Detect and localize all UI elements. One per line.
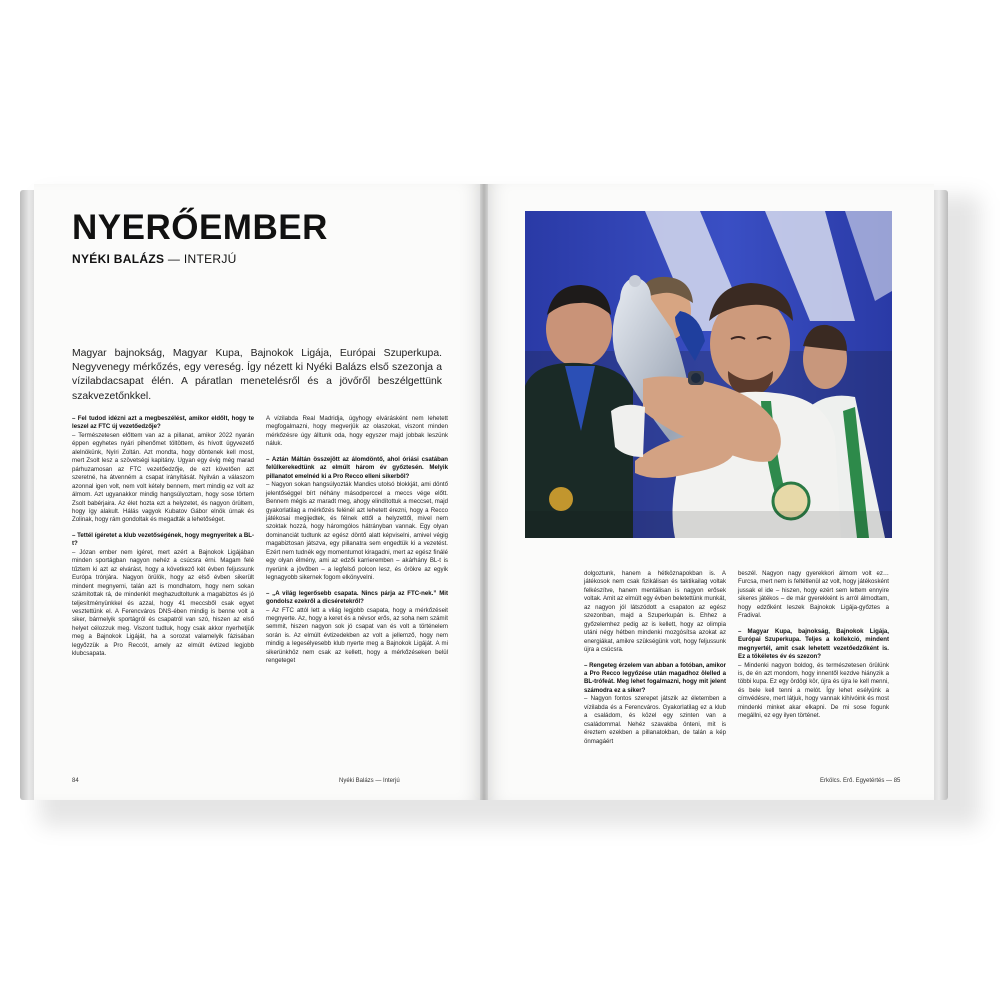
interview-answer: dolgoztunk, hanem a hétköznapokban is. A játékosok nem csak fizikálisan és taktikailag voltak felkészítve, hanem mentálisan is nagyon erősek voltak. Amit az elmúlt egy évben beletettünk munkát, az nagyon jól látszódott a csapaton az egész szezonban, majd a Szuperkupán is. Ehhez a győzelemhez pedig az is kellett, hogy az olimpia utáni négy hétben mindenki mozgósítsa azokat az energiákat, amikre szükségünk volt, hogy feljussunk újra a csúcsra. <box>584 570 726 654</box>
interview-answer: – Az FTC attól lett a világ legjobb csapata, hogy a mérkőzéseit megnyerte. Az, hogy a keret és a névsor erős, az soha nem számít semmit, hiszen nagyon sok jó csapat van és volt a történelem során is. Az elmúlt évtizedekben az volt a jellemző, hogy nem mindig a legesélyesebb klub nyerte meg a Bajnokok Ligáját. A mi sikerünkhöz nem csak az kellett, hogy a mérkőzéseken belül rengeteget <box>266 606 448 665</box>
paragraph-gap <box>266 583 448 590</box>
interview-answer: – Józan ember nem ígéret, mert azért a Bajnokok Ligájában minden sportágban nagyon nehéz a csúcsra érni. Magam felé tűztem ki azt az elvárást, hogy a következő két évben feljussunk Európa trónjára. Nagyon örülök, hogy az első évben sikerült mindent megnyerni, talán azt is mondhatom, hogy nem sokan számítottak rá, de mindenkit meghazudtoltunk a magabiztos és jó teljesítményünkkel és azzal, hogy 41 meccsből csak egyet vesztettünk el. A Ferencváros DNS-ében mindig is benne volt a siker, bármelyik sportágról és csapatról van szó, hiszen az első helyet célozzuk meg. Viszont tudtuk, hogy csak akkor nyerhetjük meg a Bajnokok Ligáját, ha a sorozat valamelyik fázisában legyőzzük a Pro Reccót, amely az elmúlt évtized legjobb klubcsapata. <box>72 548 254 658</box>
paragraph-gap <box>584 655 726 662</box>
paragraph-gap <box>738 621 889 628</box>
interview-question: – Fel tudod idézni azt a megbeszélést, amikor eldőlt, hogy te leszel az FTC új vezetőedzője? <box>72 415 254 431</box>
byline <box>72 252 237 266</box>
interview-question: – Aztán Máltán összejött az álomdöntő, ahol óriási csatában felülkerekedtünk az elmúlt három év győztesén. Melyik pillanatot emelnéd ki a Pro Recco elleni sikerből? <box>266 455 448 480</box>
interview-answer: – Nagyon fontos szerepet játszik az életemben a vízilabda és a Ferencváros. Gyakorlatilag ez a klub a családom, és közel egy szinten van a családommal. Nehéz szavakba önteni, mit is éreztem ezekben a pillanatokban, de talán a kép önmagáért <box>584 695 726 745</box>
trophy-photo <box>525 211 892 538</box>
interview-answer: – Nagyon sokan hangsúlyozták Mandics utolsó blokkját, ami döntő jelentőséggel bírt néhány másodperccel a meccs vége előtt. Bennem mégis az maradt meg, ahogy elindítottuk a meccset, majd gyakorlatilag a mérkőzés felénél azt lehetett érezni, hogy a Recco játékosai megijedtek, és félnek ettől a helyzettől, mivel nem szoktak hozzá, hogy háromgólos hátrányban vannak. Egy olyan dominanciát tudtunk az egész döntő alatt képviselni, amivel végig magabiztosan játszva, egy pillanatra sem engedtük ki a vezetést. Ezért nem tudnék egy momentumot kiragadni, mert az egész finálé egy olyan élmény, ami az edzői karrieremben – akárhány BL-t is nyerünk a jövőben – a legfelső polcon lesz, és örökre az egyik legnagyobb sikernek fogom elkönyvelni. <box>266 481 448 582</box>
interview-question: – „A világ legerősebb csapata. Nincs párja az FTC-nek.” Mit gondolsz ezekről a dicséretekről? <box>266 589 448 606</box>
page-number: 84 <box>72 778 79 784</box>
byline-separator: — <box>164 252 184 266</box>
running-footer: Nyéki Balázs — Interjú <box>339 778 400 784</box>
interview-answer: A vízilabda Real Madridja, úgyhogy elvárásként nem lehetett megfogalmazni, hogy megverjük az olaszokat, viszont minden mérkőzésre úgy álltunk oda, hogy egyszer majd jobbak leszünk náluk. <box>266 415 448 448</box>
byline-tag: INTERJÚ <box>183 252 237 266</box>
interview-question: – Magyar Kupa, bajnokság, Bajnokok Ligája, Európai Szuperkupa. Teljes a kollekció, mindent megnyertél, amit csak lehetett vezetőedzőként is. Ez a tökéletes év és szezon? <box>738 627 889 661</box>
byline-name: NYÉKI BALÁZS <box>72 252 165 266</box>
interview-answer: – Természetesen előttem van az a pillanat, amikor 2022 nyarán éppen egyhetes nyári pihenőmet töltöttem, és hívott ügyvezető alelnökünk, Nyíri Zoltán. Azt mondta, hogy döntenek kell most, mert Zsolt lesz a szövetségi kapitány. Ugyan egy évig még marad párhuzamosan az FTC vezetőedzője, de ezt követően azt szeretné, ha átvenném a csapat irányítását. Nyilván a válaszom azonnal igen volt, nem volt kétely bennem, mert mindig ez volt az álmom. Azt ugyanakkor mindig hangsúlyoztam, hogy sose törtem Zsolt babérjaira. Az élet hozta ezt a helyzetet, és nagyon örültem, hogy így alakult. Hálás vagyok Kubatov Gábor elnök úrnak és Zolinak, hogy rám gondoltak és megadták a lehetőséget. <box>72 431 254 524</box>
right-page <box>484 184 934 800</box>
interview-question: – Rengeteg érzelem van abban a fotóban, amikor a Pro Recco legyőzése után magadhoz ölelled a BL-trófeát. Meg lehet fogalmazni, hogy mit jelent számodra ez a siker? <box>584 661 726 694</box>
interview-answer: – Mindenki nagyon boldog, és természetesen örülünk is, de én azt mondom, hogy innentől kezdve hiányzik a többi kupa. Ez egy ördögi kör, újra és újra le kell menni, és bele kell tenni a melót. Így lehet esélyünk a címvédésre, mert látjuk, hogy vannak kihívóink és most mindenki minket akar elkapni. De mi sose fogunk megállni, ez egy ilyen történet. <box>738 661 889 720</box>
left-column-2 <box>266 415 448 666</box>
lead-paragraph: Magyar bajnokság, Magyar Kupa, Bajnokok Ligája, Európai Szuperkupa. Negyvenegy mérkőzés, egy vereség. Így nézett ki Nyéki Balázs első szezonja a vízilabdacsapat élén. A páratlan menetelésről és a jövőről beszélgettünk szakvezetőnkkel. <box>72 348 442 402</box>
interview-answer: beszél. Nagyon nagy gyerekkori álmom volt ez… Furcsa, mert nem is feltétlenül az volt, hogy játékosként jussak el ide – hiszen, hogy ezért sem lettem ennyire sikeres játékos – de már gyerekként is arról álmodtam, hogy edzőként leszek Bajnokok Ligája-győztes a Fradival. <box>738 570 889 620</box>
right-column-2 <box>738 570 889 721</box>
left-column-1 <box>72 415 254 659</box>
left-page <box>34 184 484 800</box>
paragraph-gap <box>72 525 254 532</box>
paragraph-gap <box>266 449 448 456</box>
interview-question: – Tettél ígéretet a klub vezetőségének, hogy megnyeritek a BL-t? <box>72 531 254 548</box>
trophy-photo-image <box>525 211 892 538</box>
book-gutter <box>480 184 488 800</box>
running-footer-right: Erkölcs. Erő. Egyetértés — 85 <box>820 778 901 784</box>
right-column-1 <box>584 570 726 746</box>
article-title: NYERŐEMBER <box>72 208 328 247</box>
